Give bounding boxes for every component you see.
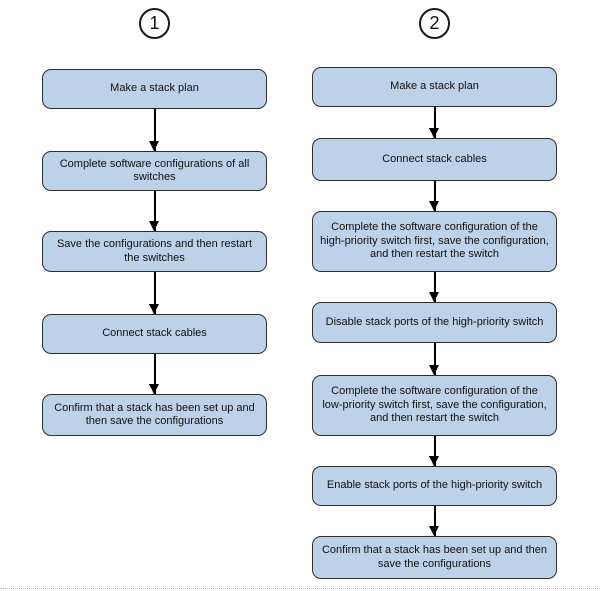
flow-step-box — [312, 375, 557, 436]
flow-step-box — [42, 314, 267, 354]
flow-step-label: Confirm that a stack has been set up and then save the configurations — [54, 401, 255, 427]
down-arrow-connector — [154, 354, 156, 394]
flow-column-2 — [312, 8, 557, 579]
flow-step-label: Complete software configurations of all switches — [59, 157, 250, 183]
down-arrow-connector — [434, 436, 436, 466]
flow-step-box — [312, 138, 557, 181]
flow-step-label: Complete the software configuration of the low-priority switch first, save the configuration, and then restart the switch — [322, 385, 547, 425]
flow-step-label: Save the configurations and then restart the switches — [56, 238, 253, 264]
flow-step-box — [42, 394, 267, 436]
flow-step-box — [42, 231, 267, 272]
flow-step-label: Make a stack plan — [110, 82, 199, 95]
flow-step-box — [312, 67, 557, 107]
down-arrow-connector — [434, 343, 436, 375]
down-arrow-connector — [434, 181, 436, 211]
flow-step-label: Disable stack ports of the high-priority switch — [325, 315, 544, 328]
flow-step-box — [42, 151, 267, 191]
column-number-badge-1 — [139, 8, 170, 39]
down-arrow-connector — [434, 506, 436, 536]
flow-step-box — [312, 211, 557, 272]
page-bottom-edge — [0, 588, 600, 589]
column-number-label: 2 — [429, 13, 440, 33]
down-arrow-connector — [154, 109, 156, 151]
down-arrow-connector — [434, 272, 436, 302]
down-arrow-connector — [154, 272, 156, 314]
flow-step-label: Complete the software configuration of the high-priority switch first, save the configuration, and then restart the switch — [320, 221, 549, 261]
flow-step-label: Enable stack ports of the high-priority switch — [326, 479, 543, 492]
column-number-label: 1 — [149, 13, 160, 33]
flow-step-label: Connect stack cables — [382, 152, 487, 165]
flow-column-1 — [42, 8, 267, 436]
down-arrow-connector — [434, 107, 436, 138]
flow-step-label: Connect stack cables — [102, 327, 207, 340]
flow-step-box — [312, 536, 557, 579]
down-arrow-connector — [154, 191, 156, 231]
flow-step-label: Make a stack plan — [390, 80, 479, 93]
column-number-badge-2 — [419, 8, 450, 39]
flow-step-box — [42, 69, 267, 109]
flow-step-label: Confirm that a stack has been set up and then save the configurations — [321, 544, 548, 570]
flow-step-box — [312, 466, 557, 506]
flow-step-box — [312, 302, 557, 343]
